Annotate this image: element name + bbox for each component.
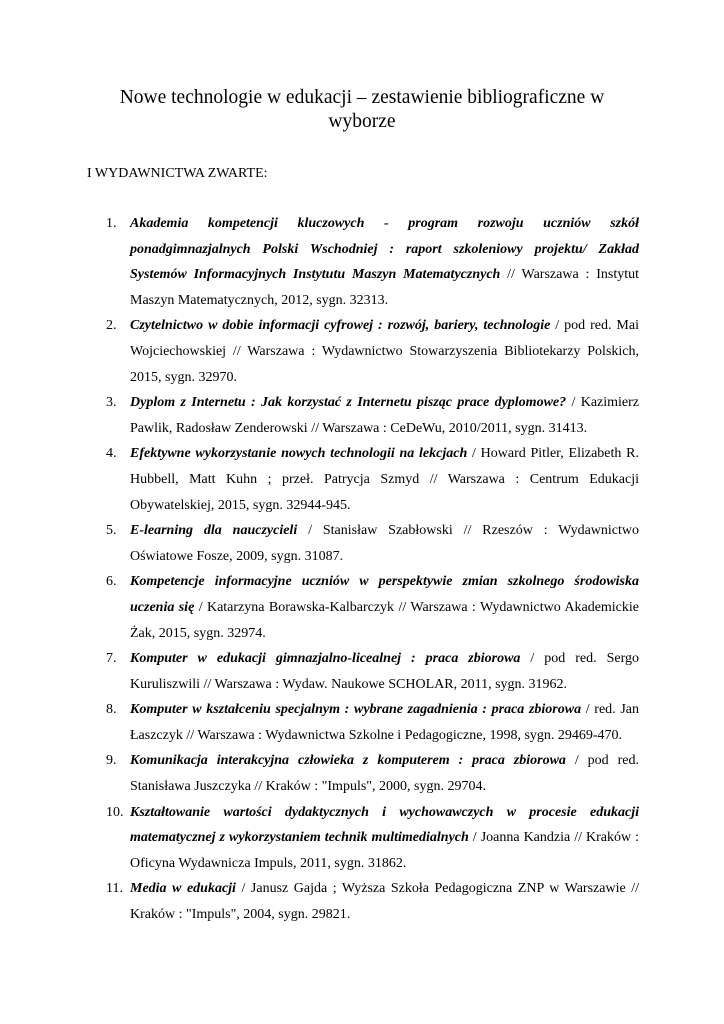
entry-title: Komputer w edukacji gimnazjalno-licealnej : praca zbiorowa <box>130 651 521 667</box>
entry-details: // Warszawa : Instytut Maszyn Matematycznych, 2012, sygn. 32313. <box>130 267 639 308</box>
entry-title: Komputer w kształceniu specjalnym : wybrane zagadnienia : praca zbiorowa <box>130 702 582 718</box>
bibliography-entry <box>87 390 639 441</box>
entry-details: / pod red. Mai Wojciechowskiej // Warszawa : Wydawnictwo Stowarzyszenia Bibliotekarzy Polskich, 2015, sygn. 32970. <box>130 318 639 385</box>
bibliography-entry <box>87 697 639 748</box>
entry-details: / Kazimierz Pawlik, Radosław Zenderowski // Warszawa : CeDeWu, 2010/2011, sygn. 31413. <box>130 395 640 436</box>
entry-title: Komunikacja interakcyjna człowieka z komputerem : praca zbiorowa <box>130 753 566 769</box>
bibliography-list <box>87 211 639 928</box>
entry-title: Efektywne wykorzystanie nowych technologii na lekcjach <box>130 446 468 462</box>
entry-details: / Joanna Kandzia // Kraków : Oficyna Wydawnicza Impuls, 2011, sygn. 31862. <box>130 830 639 871</box>
bibliography-entry <box>87 800 639 877</box>
entry-title: Kształtowanie wartości dydaktycznych i wychowawczych w procesie edukacji matematycznej z wykorzystaniem technik multimedialnych <box>130 804 639 846</box>
bibliography-entry <box>87 646 639 697</box>
entry-details: / Katarzyna Borawska-Kalbarczyk // Warszawa : Wydawnictwo Akademickie Żak, 2015, sygn. 32974. <box>130 599 640 641</box>
entry-title: Kompetencje informacyjne uczniów w perspektywie zmian szkolnego środowiska uczenia się <box>130 574 639 615</box>
entry-title: E-learning dla nauczycieli <box>130 523 298 539</box>
bibliography-entry <box>87 569 639 646</box>
bibliography-entry <box>87 876 639 927</box>
entry-number: 5. <box>106 523 117 539</box>
entry-number: 10. <box>106 804 124 820</box>
entry-number: 1. <box>106 216 117 231</box>
entry-details: / Stanisław Szabłowski // Rzeszów : Wydawnictwo Oświatowe Fosze, 2009, sygn. 31087. <box>130 523 640 564</box>
bibliography-entry <box>87 518 639 569</box>
entry-number: 9. <box>106 753 117 769</box>
entry-title: Media w edukacji <box>130 881 236 897</box>
entry-details: / pod red. Stanisława Juszczyka // Kraków : "Impuls", 2000, sygn. 29704. <box>130 753 639 795</box>
document-title: Nowe technologie w edukacji – zestawienie bibliograficzne w wyborze <box>119 87 605 132</box>
entry-number: 2. <box>106 318 117 334</box>
entry-number: 4. <box>106 446 117 462</box>
entry-title: Czytelnictwo w dobie informacji cyfrowej : rozwój, bariery, technologie <box>130 318 551 334</box>
bibliography-entry <box>87 748 639 799</box>
entry-details: / pod red. Sergo Kuruliszwili // Warszawa : Wydaw. Naukowe SCHOLAR, 2011, sygn. 31962. <box>130 651 639 692</box>
bibliography-entry <box>87 313 639 390</box>
entry-title: Akademia kompetencji kluczowych - program rozwoju uczniów szkół ponadgimnazjalnych Polski Wschodniej : raport szkoleniowy projektu/ Zakład Systemów Informacyjnych Instytutu Maszyn Matematycznych <box>130 216 639 283</box>
entry-details: / Janusz Gajda ; Wyższa Szkoła Pedagogiczna ZNP w Warszawie // Kraków : "Impuls", 2004, sygn. 29821. <box>130 881 639 923</box>
entry-details: / Howard Pitler, Elizabeth R. Hubbell, Matt Kuhn ; przeł. Patrycja Szmyd // Warszawa : Centrum Edukacji Obywatelskiej, 2015, sygn. 32944-945. <box>130 446 639 513</box>
bibliography-entry <box>87 441 639 518</box>
entry-number: 8. <box>106 702 117 718</box>
entry-number: 3. <box>106 395 117 411</box>
section-heading: I WYDAWNICTWA ZWARTE: <box>87 166 268 181</box>
entry-number: 11. <box>106 881 123 897</box>
bibliography-entry <box>87 211 639 313</box>
entry-details: / red. Jan Łaszczyk // Warszawa : Wydawnictwa Szkolne i Pedagogiczne, 1998, sygn. 29469-470. <box>130 702 640 743</box>
entry-number: 7. <box>106 651 117 667</box>
entry-title: Dyplom z Internetu : Jak korzystać z Internetu pisząc prace dyplomowe? <box>130 395 567 411</box>
entry-number: 6. <box>106 574 117 590</box>
